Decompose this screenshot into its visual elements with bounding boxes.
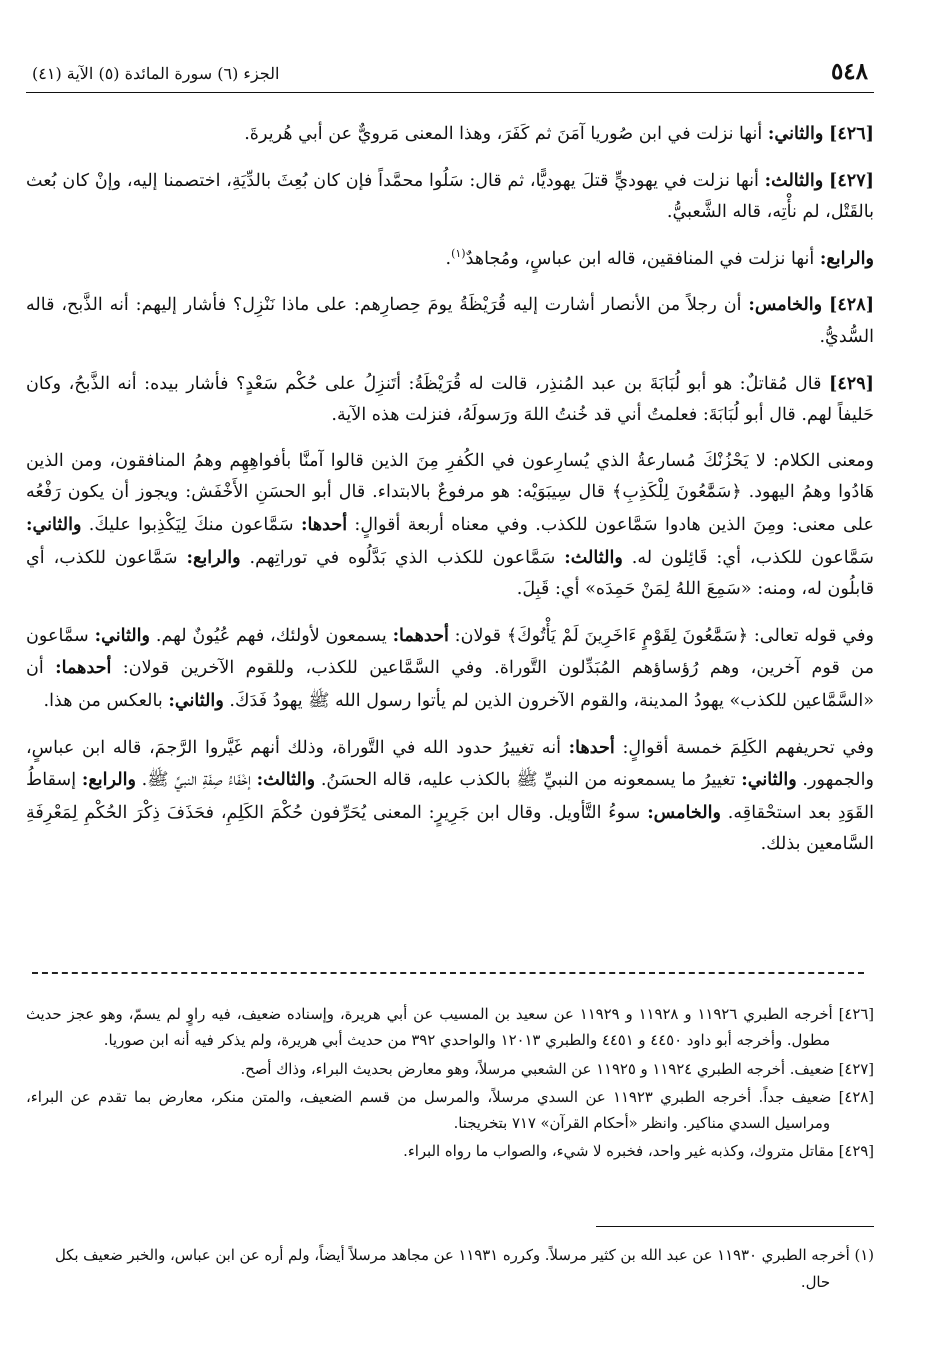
paragraph-text: قال مُقاتلٌ: هو أبو لُبَابَةَ بن عبد المُنذِر، قالت له قُرَيْظَةُ: أتَنزِلُ على حُكْم سَعْدٍ؟ فأشار بيده: أنه الذَّبحُ، وكان حَليفاً لهم. قال أبو لُبَابَةَ: فعلمتُ أني قد خُنتُ اللهَ ورَسولَهُ، فنزلت هذه الآية. (26, 373, 874, 426)
paragraph-426 (26, 118, 874, 151)
paragraph-meaning (26, 446, 874, 606)
paragraph-427 (26, 165, 874, 229)
note-427: [٤٢٧] ضعيف. أخرجه الطبري ١١٩٢٤ و ١١٩٢٥ عن الشعبي مرسلاً، وهو معارض بحديث البراء، وذاك أصح. (240, 1060, 874, 1078)
keyword: والثاني: (94, 624, 151, 646)
keyword: والثاني: (26, 513, 82, 535)
section-divider (32, 972, 864, 974)
footnotes (26, 1242, 874, 1296)
note-426: [٤٢٦] أخرجه الطبري ١١٩٢٦ و ١١٩٢٨ و ١١٩٢٩ عن سعيد بن المسيب عن أبي هريرة، وإسناده ضعيف، فيه راوٍ لم يسمّ، وهو عجز حديث مطول. وأخرجه أبو داود ٤٤٥٠ و ٤٤٥١ والطبري ١٢٠١٣ والواحدي ٣٩٢ من حديث أبي هريرة، ولم يذكر فيه أنه ابن صوريا. (26, 1006, 875, 1050)
ref-number: [٤٢٨] (829, 294, 875, 316)
paragraph-text: سَمَّاعون للكذب، أي: قَائِلون له. (622, 547, 874, 568)
keyword: والثالث: (564, 546, 623, 568)
keyword: والخامس: (647, 801, 721, 823)
keyword: أحدهما: (392, 624, 449, 646)
footnote-marker[interactable]: (١) (451, 246, 466, 260)
ref-number: [٤٢٧] (828, 169, 874, 191)
paragraph-text: سوءُ التَّأويل. وقال ابن جَرِيرٍ: المعنى يُحَرِّفون حُكْمَ الكَلِمِ، فحَذَفَ ذِكْرَ الحُكْمِ لِمَعْرِفَةِ السَّامعين بذلك. (26, 802, 874, 855)
keyword: أحدهما: (55, 657, 112, 679)
keyword: والثاني: (168, 689, 224, 711)
paragraph-text: أن «السَّمَّاعين للكذب» يهودُ المدينة، والقوم الآخرون الذين لم يأتوا رسول الله ﷺ يهودُ فَدَكَ. (26, 658, 874, 711)
paragraph-text: يسمعون لأولئك، فهم عُيُونٌ لهم. (150, 625, 393, 646)
paragraph-text: سمَّاعون من قوم آخرين، وهم رُؤساؤهم المُبَدِّلون التَّوراة. وفي السَّمَّاعين للكذب، وللقوم الآخرين قولان: (26, 625, 874, 679)
keyword: والرابع: (81, 769, 136, 791)
hadith-notes (26, 1002, 874, 1166)
keyword: والثالث: (764, 169, 824, 191)
paragraph-428 (26, 289, 874, 353)
keyword: والخامس: (748, 294, 823, 316)
paragraph-distortion (26, 732, 874, 861)
ref-number: [٤٢٦] (828, 123, 874, 144)
keyword: أحدها: (568, 736, 615, 758)
paragraph-text: أنها نزلت في يهوديٍّ قتلَ يهوديًّا، ثم قال: سَلُوا محمَّداً فإن كان بُعِثَ بالدِّيَةِ، اختصمنا إليه، وإنْ كان بُعث بالقَتْل، لم نأْتِه، قاله الشَّعبيُّ. (26, 170, 874, 223)
page-number: ٥٤٨ (830, 58, 868, 85)
keyword: والرابع: (819, 247, 874, 269)
book-page (26, 0, 874, 1371)
paragraph-text: وفي قوله تعالى: ﴿سَمَّٰعُونَ لِقَوْمٍ ءَاخَرِينَ لَمْ يَأْتُوكَ﴾ قولان: (448, 625, 874, 646)
paragraph-text: أن رجلاً من الأنصار أشارت إليه قُرَيْظَةُ يومَ حِصارِهم: على ماذا نَنْزِل؟ فأشار إليهم: أنه الذَّبح، قاله السُّديُّ. (26, 295, 874, 347)
paragraph-text: سَمَّاعون للكذب الذي بَدَّلُوه في توراتِهم. (240, 547, 565, 568)
page-header (26, 58, 874, 93)
note-429: [٤٢٩] مقاتل متروك، وكذبه غير واحد، فخبره لا شيء، والصواب ما رواه البراء. (403, 1143, 874, 1161)
footnote-rule (596, 1226, 874, 1227)
footnote-1: (١) أخرجه الطبري ١١٩٣٠ عن عبد الله بن كثير مرسلاً. وكرره ١١٩٣١ عن مجاهد مرسلاً أيضاً، ولم أره عن ابن عباس، والخبر ضعيف بكل حال. (54, 1247, 874, 1291)
main-text (26, 118, 874, 875)
paragraph-fourth-opinion (26, 243, 874, 276)
keyword: والثاني: (767, 123, 824, 144)
paragraph-text: سَمَّاعون منكَ لِيَكْذِبوا عليكَ. (81, 514, 301, 535)
keyword: والثاني: (741, 769, 797, 791)
paragraph-429 (26, 368, 874, 432)
paragraph-text: تغييرُ ما يسمعونه من النبيِّ ﷺ بالكذب عليه، قاله الحسَنُ. (315, 770, 742, 791)
keyword: والثالث: (256, 769, 316, 791)
paragraph-text: إسقاطُ القَوَدِ بعد استحْقاقِه. (26, 770, 874, 823)
paragraph-other-people (26, 620, 874, 718)
note-428: [٤٢٨] ضعيف جداً. أخرجه الطبري ١١٩٢٣ عن السدي مرسلاً، والمرسل من قسم الضعيف، والمتن منكر، معارض بما تقدم عن البراء، ومراسيل السدي مناكير. وانظر «أحكام القرآن» ٧١٧ بتخريجنا. (26, 1088, 874, 1133)
keyword: أحدها: (300, 513, 348, 535)
paragraph-text: أنه تغييرُ حدود الله في التَّوراة، وذلك أنهم غَيَّروا الرَّجمَ، قاله ابن عباسٍ، والجمهور. (26, 737, 874, 791)
paragraph-text: . (445, 248, 452, 269)
paragraph-text: إخْفَاءُ صِفَةِ النبيِّ ﷺ. (135, 770, 257, 791)
paragraph-text: ومعنى الكلام: لا يَحْزُنْكَ مُسارعةُ الذي يُسارِعون في الكُفرِ مِنَ الذين قالوا آمنَّا بأفواهِهِم وهمُ المنافقون، ومن الذين هَادُوا وهمُ اليهود. ﴿سَمَّٰعُونَ لِلْكَذِبِ﴾ قال سِيبَوَيْه: هو مرفوعٌ بالابتداء. قال أبو الحسَنِ الأَخْفَش: ويجوز أن يكون رَفْعُه على معنى: ومِنَ الذين هادوا سَمَّاعون للكذب. وفي معناه أربعة أقوالٍ: (26, 450, 874, 535)
paragraph-text: أنها نزلت في ابن صُوريا آمَنَ ثم كَفَرَ، وهذا المعنى مَرويٌّ عن أبي هُريرةَ. (244, 124, 768, 144)
ref-number: [٤٢٩] (828, 372, 874, 394)
keyword: والرابع: (186, 546, 241, 568)
paragraph-text: بالعكس من هذا. (43, 690, 169, 711)
paragraph-text: وفي تحريفهم الكَلِمَ خمسة أقوالٍ: (614, 737, 874, 758)
paragraph-text: سَمَّاعون للكذب، أي قابلُون له، ومنه: «سَمِعَ اللهُ لِمَنْ حَمِدَه» أي: قَبِلَ. (26, 547, 874, 600)
running-head: الجزء (٦) سورة المائدة (٥) الآية (٤١) (32, 64, 280, 83)
paragraph-text: أنها نزلت في المنافقين، قاله ابن عباسٍ، ومُجاهدٌ (465, 248, 820, 269)
